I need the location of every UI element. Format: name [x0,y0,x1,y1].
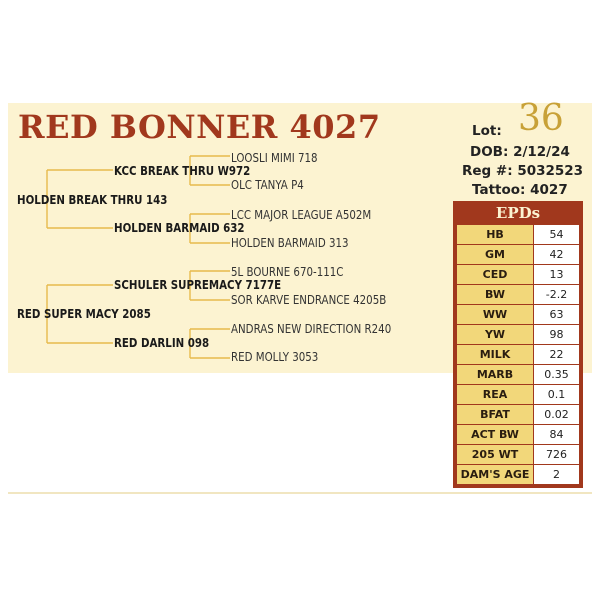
epd-row [457,465,579,484]
epd-value: 98 [534,325,579,344]
epd-row [457,325,579,344]
epd-row [457,245,579,264]
epd-label: REA [457,385,533,404]
epd-label: MILK [457,345,533,364]
dam-sire: SCHULER SUPREMACY 7177E [114,277,282,292]
epd-row [457,225,579,244]
epd-value: 54 [534,225,579,244]
epd-row [457,445,579,464]
sire-dam-sire: LCC MAJOR LEAGUE A502M [231,207,372,222]
epd-label: HB [457,225,533,244]
epd-value: 0.02 [534,405,579,424]
sire: HOLDEN BREAK THRU 143 [17,192,168,207]
epd-row [457,345,579,364]
epd-row [457,365,579,384]
dam-dam: RED DARLIN 098 [114,335,210,350]
sire-dam: HOLDEN BARMAID 632 [114,220,245,235]
epd-value: 42 [534,245,579,264]
epd-label: WW [457,305,533,324]
lot-number: 36 [518,98,564,139]
animal-name-title: RED BONNER 4027 [18,108,381,146]
epd-value: 0.35 [534,365,579,384]
epd-value: 13 [534,265,579,284]
epd-label: GM [457,245,533,264]
epd-label: MARB [457,365,533,384]
epd-label: 205 WT [457,445,533,464]
epd-row [457,405,579,424]
epd-label: ACT BW [457,425,533,444]
epd-value: 22 [534,345,579,364]
dam-sire-dam: SOR KARVE ENDRANCE 4205B [231,292,387,307]
epd-label: BFAT [457,405,533,424]
epd-value: -2.2 [534,285,579,304]
dam-dam-dam: RED MOLLY 3053 [231,349,319,364]
registration-number: Reg #: 5032523 [462,163,584,179]
epd-row [457,305,579,324]
sire-sire-sire: LOOSLI MIMI 718 [231,150,318,165]
sire-dam-dam: HOLDEN BARMAID 313 [231,235,349,250]
epd-label: CED [457,265,533,284]
bottom-divider [8,492,592,494]
dob: DOB: 2/12/24 [470,144,570,160]
sire-sire-dam: OLC TANYA P4 [231,177,304,192]
epd-label: DAM'S AGE [457,465,533,484]
epd-value: 2 [534,465,579,484]
epd-value: 0.1 [534,385,579,404]
epd-value: 63 [534,305,579,324]
epd-row [457,265,579,284]
tattoo: Tattoo: 4027 [472,182,568,198]
lot-label: Lot: [472,123,502,139]
dam: RED SUPER MACY 2085 [17,306,151,321]
dam-dam-sire: ANDRAS NEW DIRECTION R240 [231,321,392,336]
sire-sire: KCC BREAK THRU W972 [114,163,251,178]
epd-label: BW [457,285,533,304]
epd-header: EPDs [495,204,541,222]
epd-row [457,425,579,444]
epd-value: 726 [534,445,579,464]
epd-table [453,201,583,488]
dam-sire-sire: 5L BOURNE 670-111C [231,264,344,279]
epd-value: 84 [534,425,579,444]
epd-label: YW [457,325,533,344]
epd-row [457,385,579,404]
epd-row [457,285,579,304]
